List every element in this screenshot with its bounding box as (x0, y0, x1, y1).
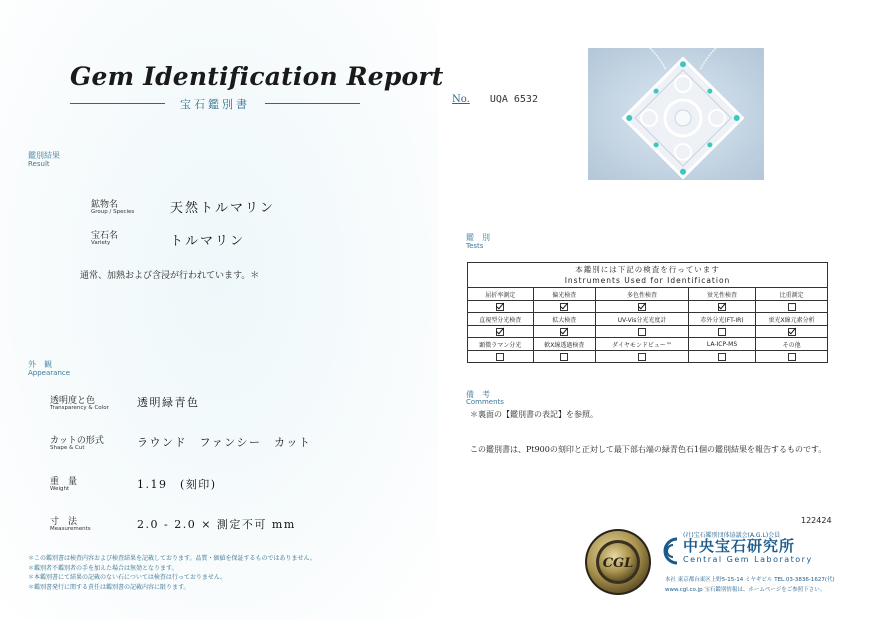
test-label: 拡大検査 (533, 313, 596, 326)
test-checkbox (718, 303, 726, 311)
lab-website: www.cgl.co.jp 宝石鑑別情報は、ホームページをご参照下さい。 (665, 587, 826, 593)
cgl-logo-icon (657, 533, 681, 569)
remarks-line-1: ＊裏面の【鑑別書の表記】を参照。 (470, 410, 598, 419)
lab-association: (社)宝石鑑別団体協議会(A.G.L)会員 (683, 532, 781, 539)
group-value: 天然トルマリン (170, 201, 276, 216)
test-label: その他 (756, 338, 828, 351)
tests-section-ja: 鑑 別 (466, 233, 490, 242)
test-checkbox (718, 328, 726, 336)
serial-number: 122424 (801, 516, 832, 525)
test-label: 顕微ラマン分光 (468, 338, 534, 351)
weight-value: 1.19 (刻印) (137, 478, 217, 491)
lab-name-ja: 中央宝石研究所 (683, 537, 796, 555)
test-checkbox (788, 328, 796, 336)
variety-label-ja: 宝石名 (91, 231, 119, 241)
test-checkbox (560, 328, 568, 336)
remarks-section-ja: 備 考 (466, 390, 490, 399)
tests-heading-ja: 本鑑別には下記の検査を行っています (575, 265, 720, 274)
test-checkbox (638, 353, 646, 361)
tests-section-en: Tests (466, 242, 484, 250)
seal-logo-text: CGL (602, 556, 634, 571)
report-title: Gem Identification Report (70, 62, 444, 91)
lab-address: 本社 東京都台東区上野5-15-14 ミヤギビル TEL.03-3836-1627(代) (665, 577, 835, 583)
report-number-value: UQA 6532 (489, 94, 538, 105)
report-number (452, 94, 538, 105)
treatment-note: 通常、加熱および含浸が行われています。＊ (80, 271, 260, 281)
test-label: 屈折率測定 (468, 288, 534, 301)
report-number-label: No. (452, 94, 470, 105)
cgl-logo (657, 533, 681, 569)
test-checkbox (638, 328, 646, 336)
test-checkbox (496, 303, 504, 311)
test-label: 赤外分光(FT-IR) (688, 313, 755, 326)
tests-table-heading (468, 263, 828, 288)
remarks-line-2: この鑑別書は、Pt900の刻印と正対して最下部右端の緑青色石1個の鑑別結果を報告するものです。 (470, 445, 827, 454)
measure-label-ja: 寸 法 (50, 517, 78, 527)
test-checkbox (718, 353, 726, 361)
test-label: 軟X線透過検査 (533, 338, 596, 351)
transparency-label-ja: 透明度と色 (50, 396, 96, 406)
tests-heading-en: Instruments Used for Identification (564, 276, 731, 285)
weight-label-ja: 重 量 (50, 477, 78, 487)
test-checkbox (638, 303, 646, 311)
footnote: ＊この鑑別書は検査内容および検査結果を記載しております。品質・価値を保証するものではありません。 (28, 555, 316, 562)
test-label: ダイヤモンドビュー™ (596, 338, 689, 351)
group-label-en: Group / Species (91, 209, 135, 215)
test-label: 蛍光性検査 (688, 288, 755, 301)
footnote: ＊鑑別者不鑑別者の手を加えた場合は無効となります。 (28, 564, 178, 572)
lab-name-en: Central Gem Laboratory (683, 555, 813, 564)
test-label: 多色性検査 (596, 288, 689, 301)
footnote: ＊鑑別書発行に関する責任は鑑別書の記載内容に限ります。 (28, 583, 190, 591)
footnotes (28, 554, 316, 592)
tests-table (467, 262, 828, 363)
remarks-section-en: Comments (466, 398, 504, 406)
appearance-section-en: Appearance (28, 369, 71, 377)
test-label: 蛍光X線元素分析 (756, 313, 828, 326)
variety-value: トルマリン (170, 234, 246, 249)
gold-seal (583, 527, 653, 597)
measure-label-en: Measurements (50, 526, 91, 532)
transparency-label-en: Transparency & Color (50, 405, 109, 411)
lab-address-block (665, 575, 835, 595)
cut-value: ラウンド ファンシー カット (137, 436, 312, 449)
transparency-value: 透明緑青色 (137, 396, 200, 409)
test-checkbox (496, 353, 504, 361)
test-checkbox (788, 303, 796, 311)
seal-icon (583, 527, 653, 597)
cut-label-ja: カットの形式 (50, 436, 104, 446)
test-checkbox (560, 303, 568, 311)
measure-value: 2.0 - 2.0 × 測定不可 mm (137, 518, 296, 531)
result-section-en: Result (28, 160, 50, 168)
variety-label-en: Variety (91, 240, 111, 246)
cut-label-en: Shape & Cut (50, 445, 85, 451)
group-label-ja: 鉱物名 (91, 200, 119, 210)
footnote: ＊本鑑別書にて結果の記載のない石については検査は行っておりません。 (28, 574, 227, 581)
test-label: UV-Vis分光光度計 (596, 313, 689, 326)
test-checkbox (496, 328, 504, 336)
gem-photo (588, 48, 764, 180)
test-label: 直視型分光検査 (468, 313, 534, 326)
test-label: 偏光検査 (533, 288, 596, 301)
test-checkbox (788, 353, 796, 361)
weight-label-en: Weight (50, 486, 70, 492)
appearance-section-ja: 外 観 (28, 360, 52, 369)
test-label: LA-ICP-MS (688, 338, 755, 351)
report-subtitle: 宝石鑑別書 (70, 96, 360, 112)
test-label: 比重測定 (756, 288, 828, 301)
test-checkbox (560, 353, 568, 361)
result-section-ja: 鑑別結果 (28, 151, 60, 160)
pendant-illustration (588, 48, 764, 180)
